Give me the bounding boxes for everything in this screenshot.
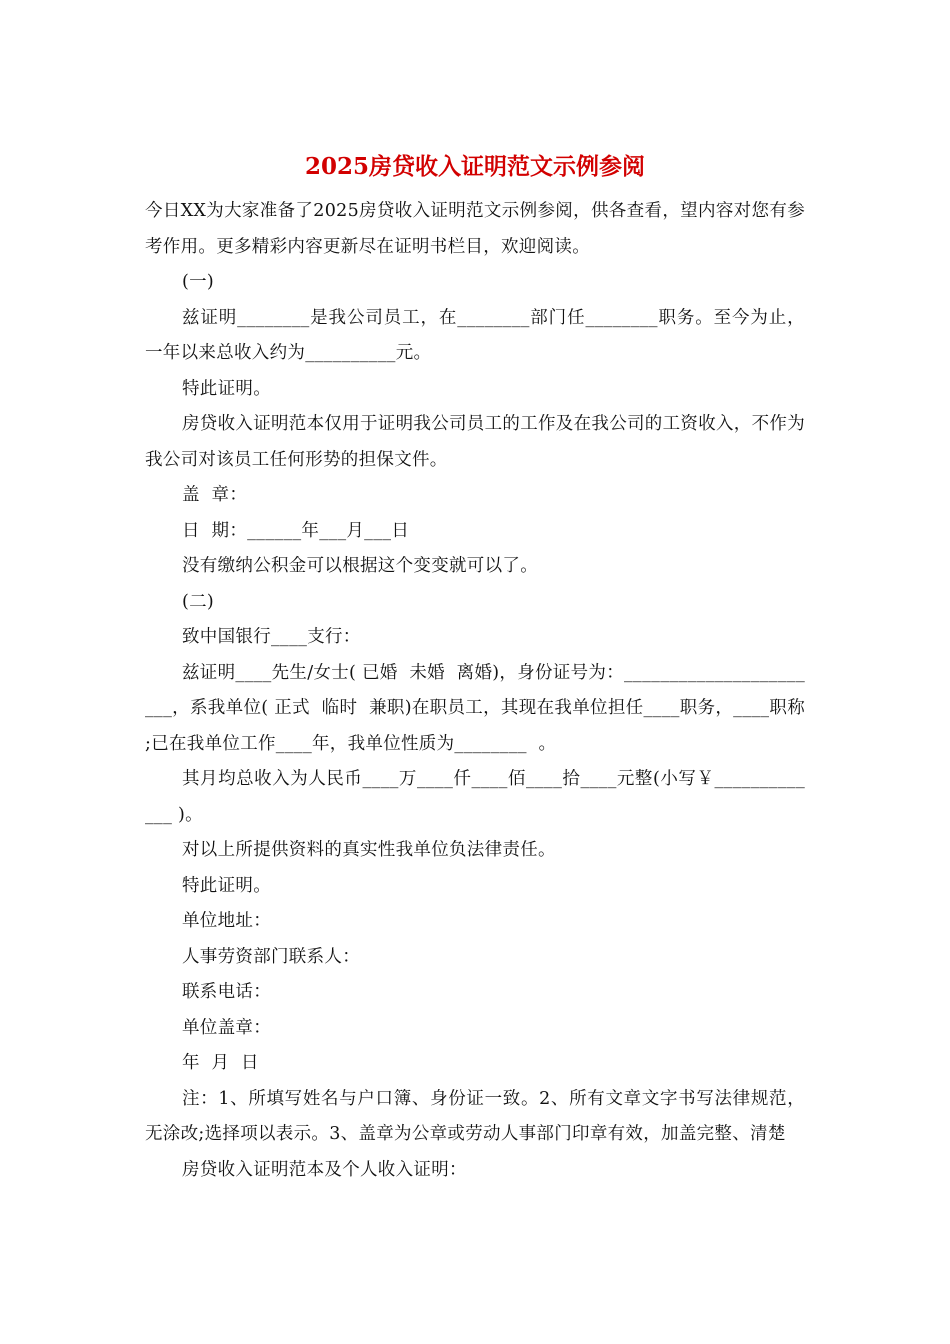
intro-paragraph: 今日XX为大家准备了2025房贷收入证明范文示例参阅，供各查看，望内容对您有参考作用。更多精彩内容更新尽在证明书栏目，欢迎阅读。 [145,201,805,257]
unit-address-line: 单位地址： [182,911,271,931]
document-body [145,194,811,1188]
income-paragraph: 其月均总收入为人民币____万____仟____佰____拾____元整(小写￥_____________ )。 [145,769,805,825]
seal-line: 盖 章： [182,485,248,505]
phone-line: 联系电话： [182,982,271,1002]
note-paragraph: 没有缴纳公积金可以根据这个变变就可以了。 [182,556,538,576]
notes-paragraph: 注：1、所填写姓名与户口簿、身份证一致。2、所有文章文字书写法律规范，无涂改;选择项以表示。3、盖章为公章或劳动人事部门印章有效，加盖完整、清楚 [145,1088,805,1144]
employee-info-paragraph: 兹证明____先生/女士( 已婚 未婚 离婚)，身份证号为：_______________________，系我单位( 正式 临时 兼职)在职员工，其现在我单位担任____职务，____职称 ;已在我单位工作____年，我单位性质为________ 。 [145,662,811,754]
section-two-heading: (二) [182,591,215,612]
document-title: 2025房贷收入证明范文示例参阅 [304,153,645,180]
addressee-line: 致中国银行____支行： [182,627,361,647]
section-one-heading: (一) [182,272,215,292]
sample-heading: 房贷收入证明范本及个人收入证明： [182,1159,467,1180]
hereby-certify-text: 特此证明。 [182,378,271,399]
certification-paragraph: 兹证明________是我公司员工，在________部门任________职务。至今为止，一年以来总收入约为__________元。 [145,307,805,363]
responsibility-paragraph: 对以上所提供资料的真实性我单位负法律责任。 [182,840,556,860]
hereby-certify-text-2: 特此证明。 [182,875,271,896]
date-line: 日 期：______年___月___日 [182,520,410,541]
unit-seal-line: 单位盖章： [182,1017,271,1038]
hr-contact-line: 人事劳资部门联系人： [182,946,360,967]
disclaimer-paragraph: 房贷收入证明范本仅用于证明我公司员工的工作及在我公司的工资收入，不作为我公司对该员工任何形势的担保文件。 [145,414,805,470]
date-blank-line: 年 月 日 [182,1053,259,1073]
